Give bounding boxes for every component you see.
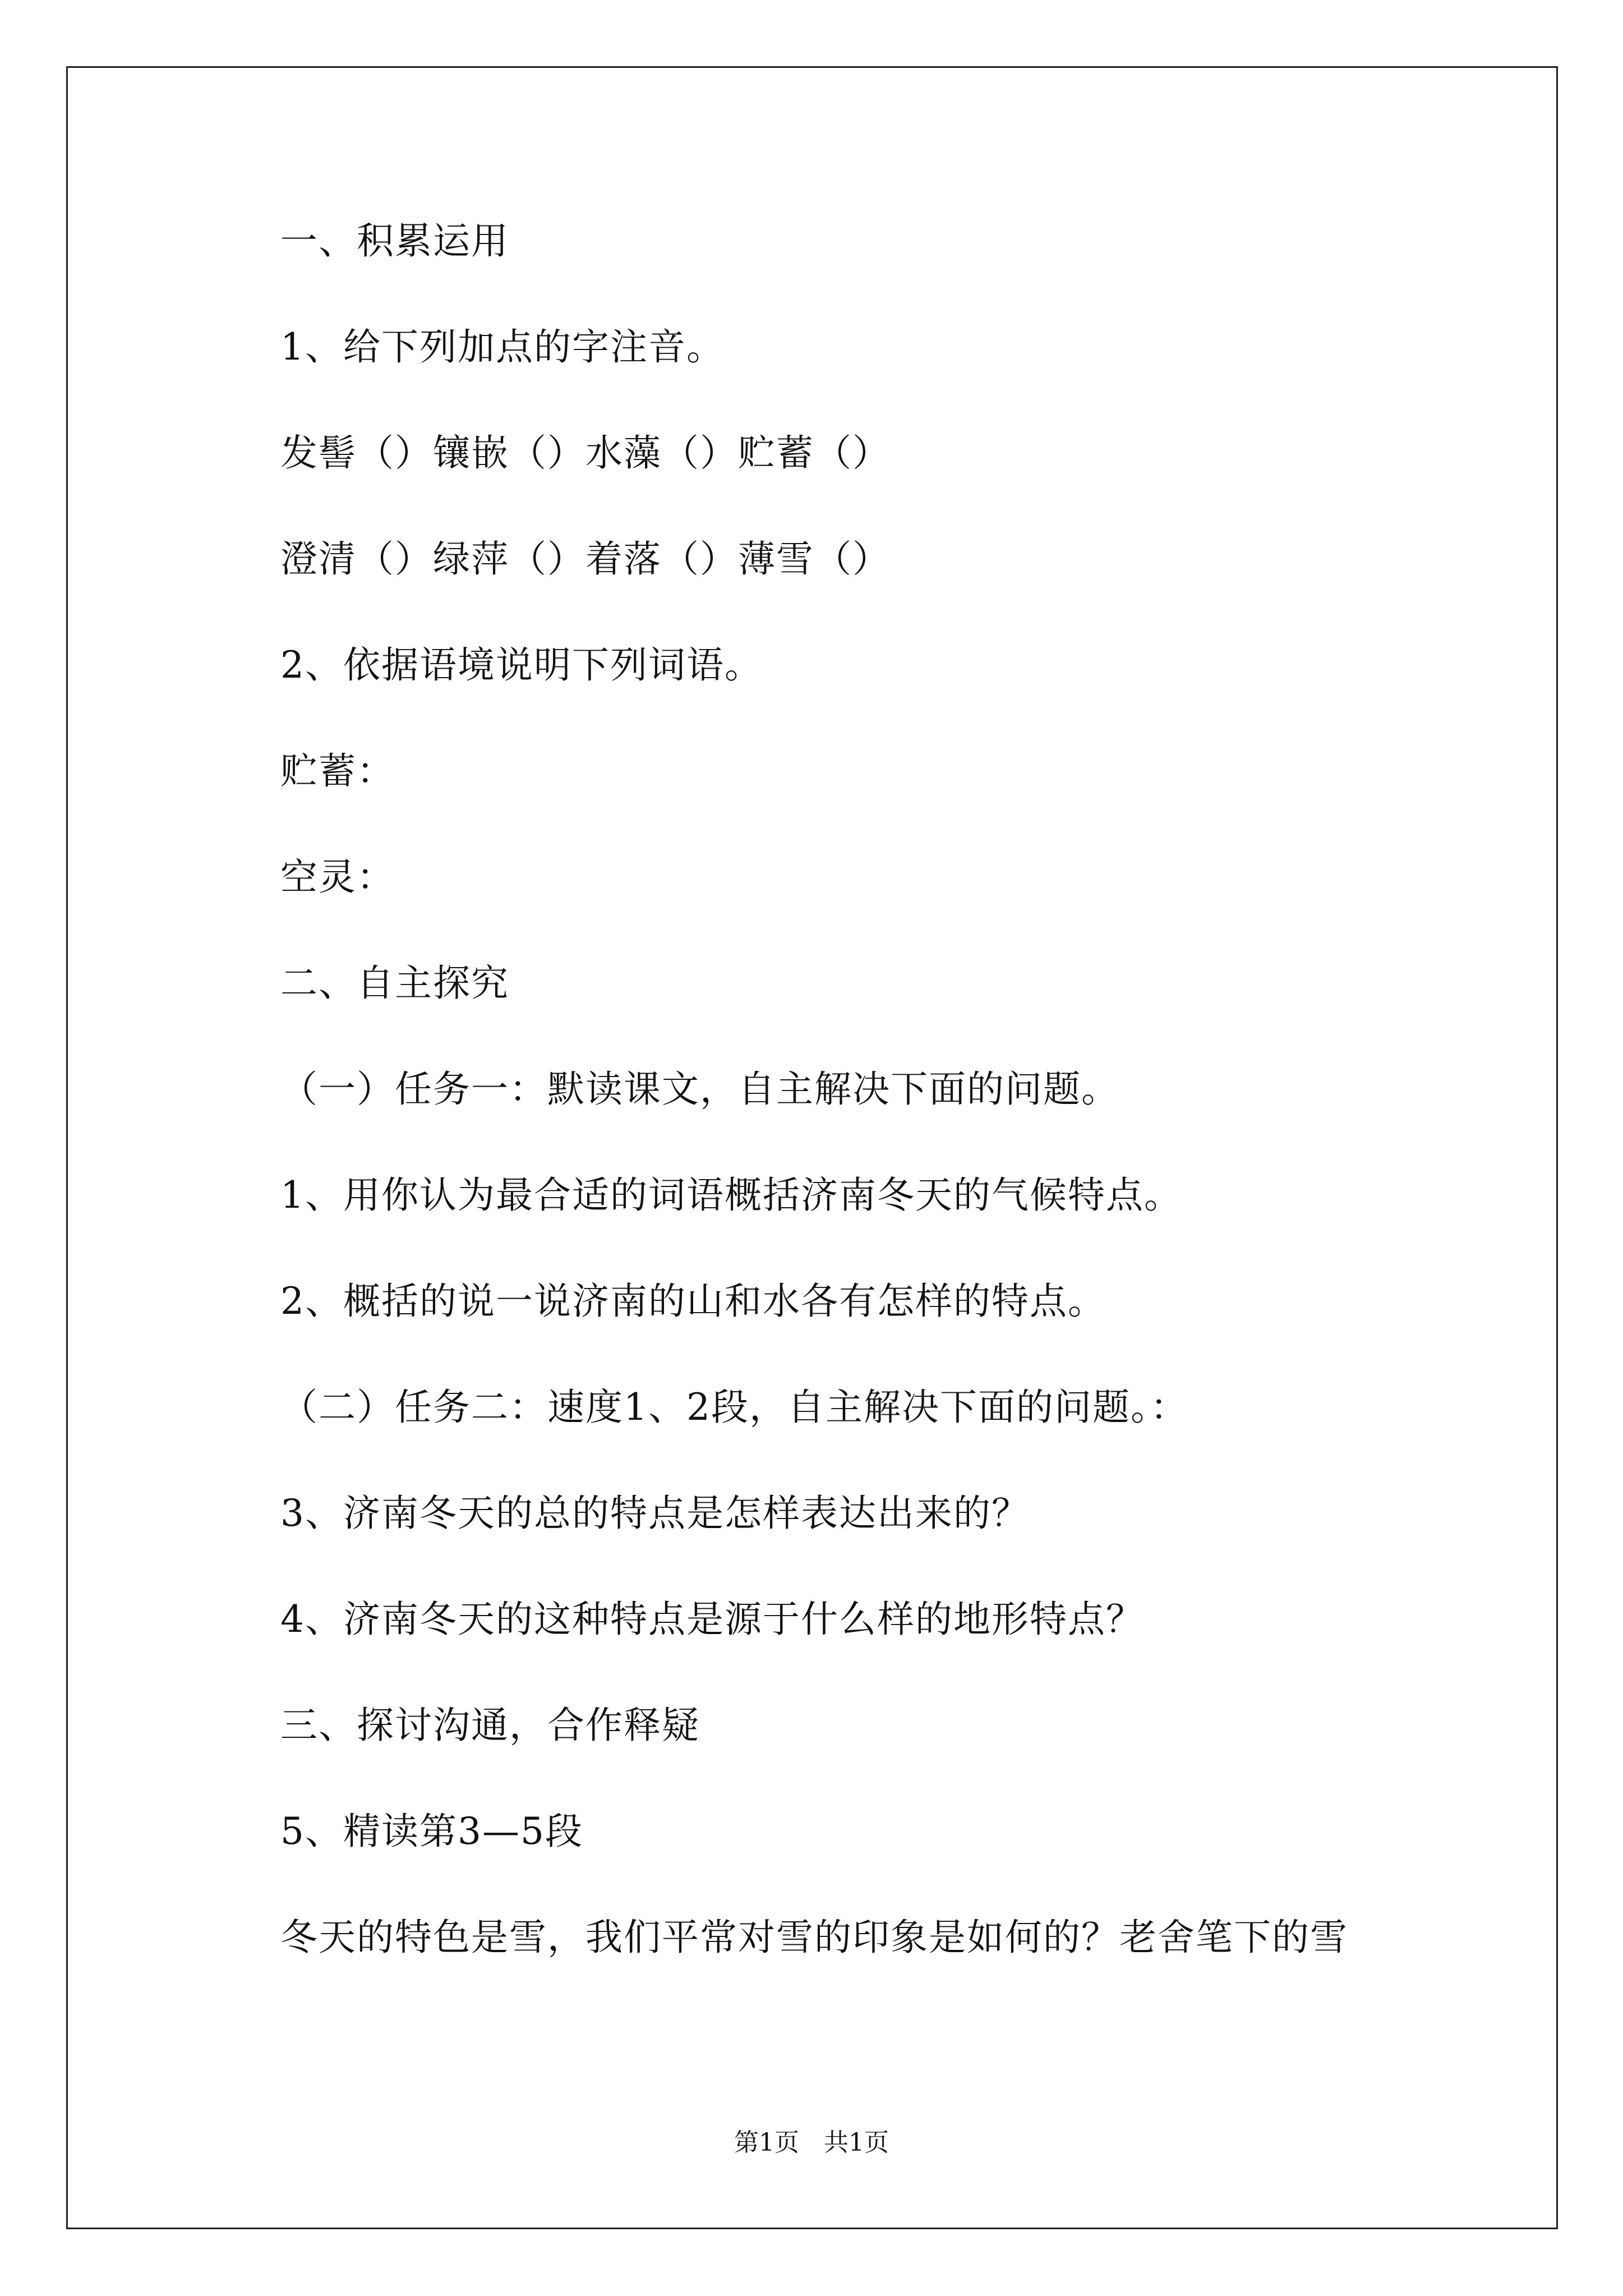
pinyin-row-1: 发髻（）镶嵌（）水藻（）贮蓄（）: [280, 431, 891, 475]
task-1-question-1: 1、用你认为最合适的词语概括济南冬天的气候特点。: [280, 1174, 1182, 1217]
question-2: 2、依据语境说明下列词语。: [280, 643, 763, 687]
term-zhuxu: 贮蓄：: [280, 749, 395, 793]
question-5: 5、精读第3—5段: [280, 1810, 583, 1853]
task-2-question-4: 4、济南冬天的这种特点是源于什么样的地形特点？: [280, 1598, 1144, 1641]
section-heading-1: 一、积累运用: [280, 219, 509, 263]
section-heading-2: 二、自主探究: [280, 961, 509, 1005]
paragraph-snow: 冬天的特色是雪，我们平常对雪的印象是如何的？老舍笔下的雪: [280, 1916, 1348, 1959]
task-1-heading: （一）任务一：默读课文，自主解决下面的问题。: [280, 1068, 1119, 1111]
question-1: 1、给下列加点的字注音。: [280, 325, 725, 369]
task-2-question-3: 3、济南冬天的总的特点是怎样表达出来的？: [280, 1492, 1030, 1535]
page-footer: 第1页 共1页: [734, 2128, 889, 2157]
pinyin-row-2: 澄清（）绿萍（）着落（）薄雪（）: [280, 537, 891, 581]
term-kongling: 空灵：: [280, 855, 395, 899]
task-1-question-2: 2、概括的说一说济南的山和水各有怎样的特点。: [280, 1280, 1106, 1323]
task-2-heading: （二）任务二：速度1、2段，自主解决下面的问题。：: [280, 1386, 1188, 1429]
section-heading-3: 三、探讨沟通，合作释疑: [280, 1704, 700, 1747]
page-frame: [66, 66, 1558, 2229]
